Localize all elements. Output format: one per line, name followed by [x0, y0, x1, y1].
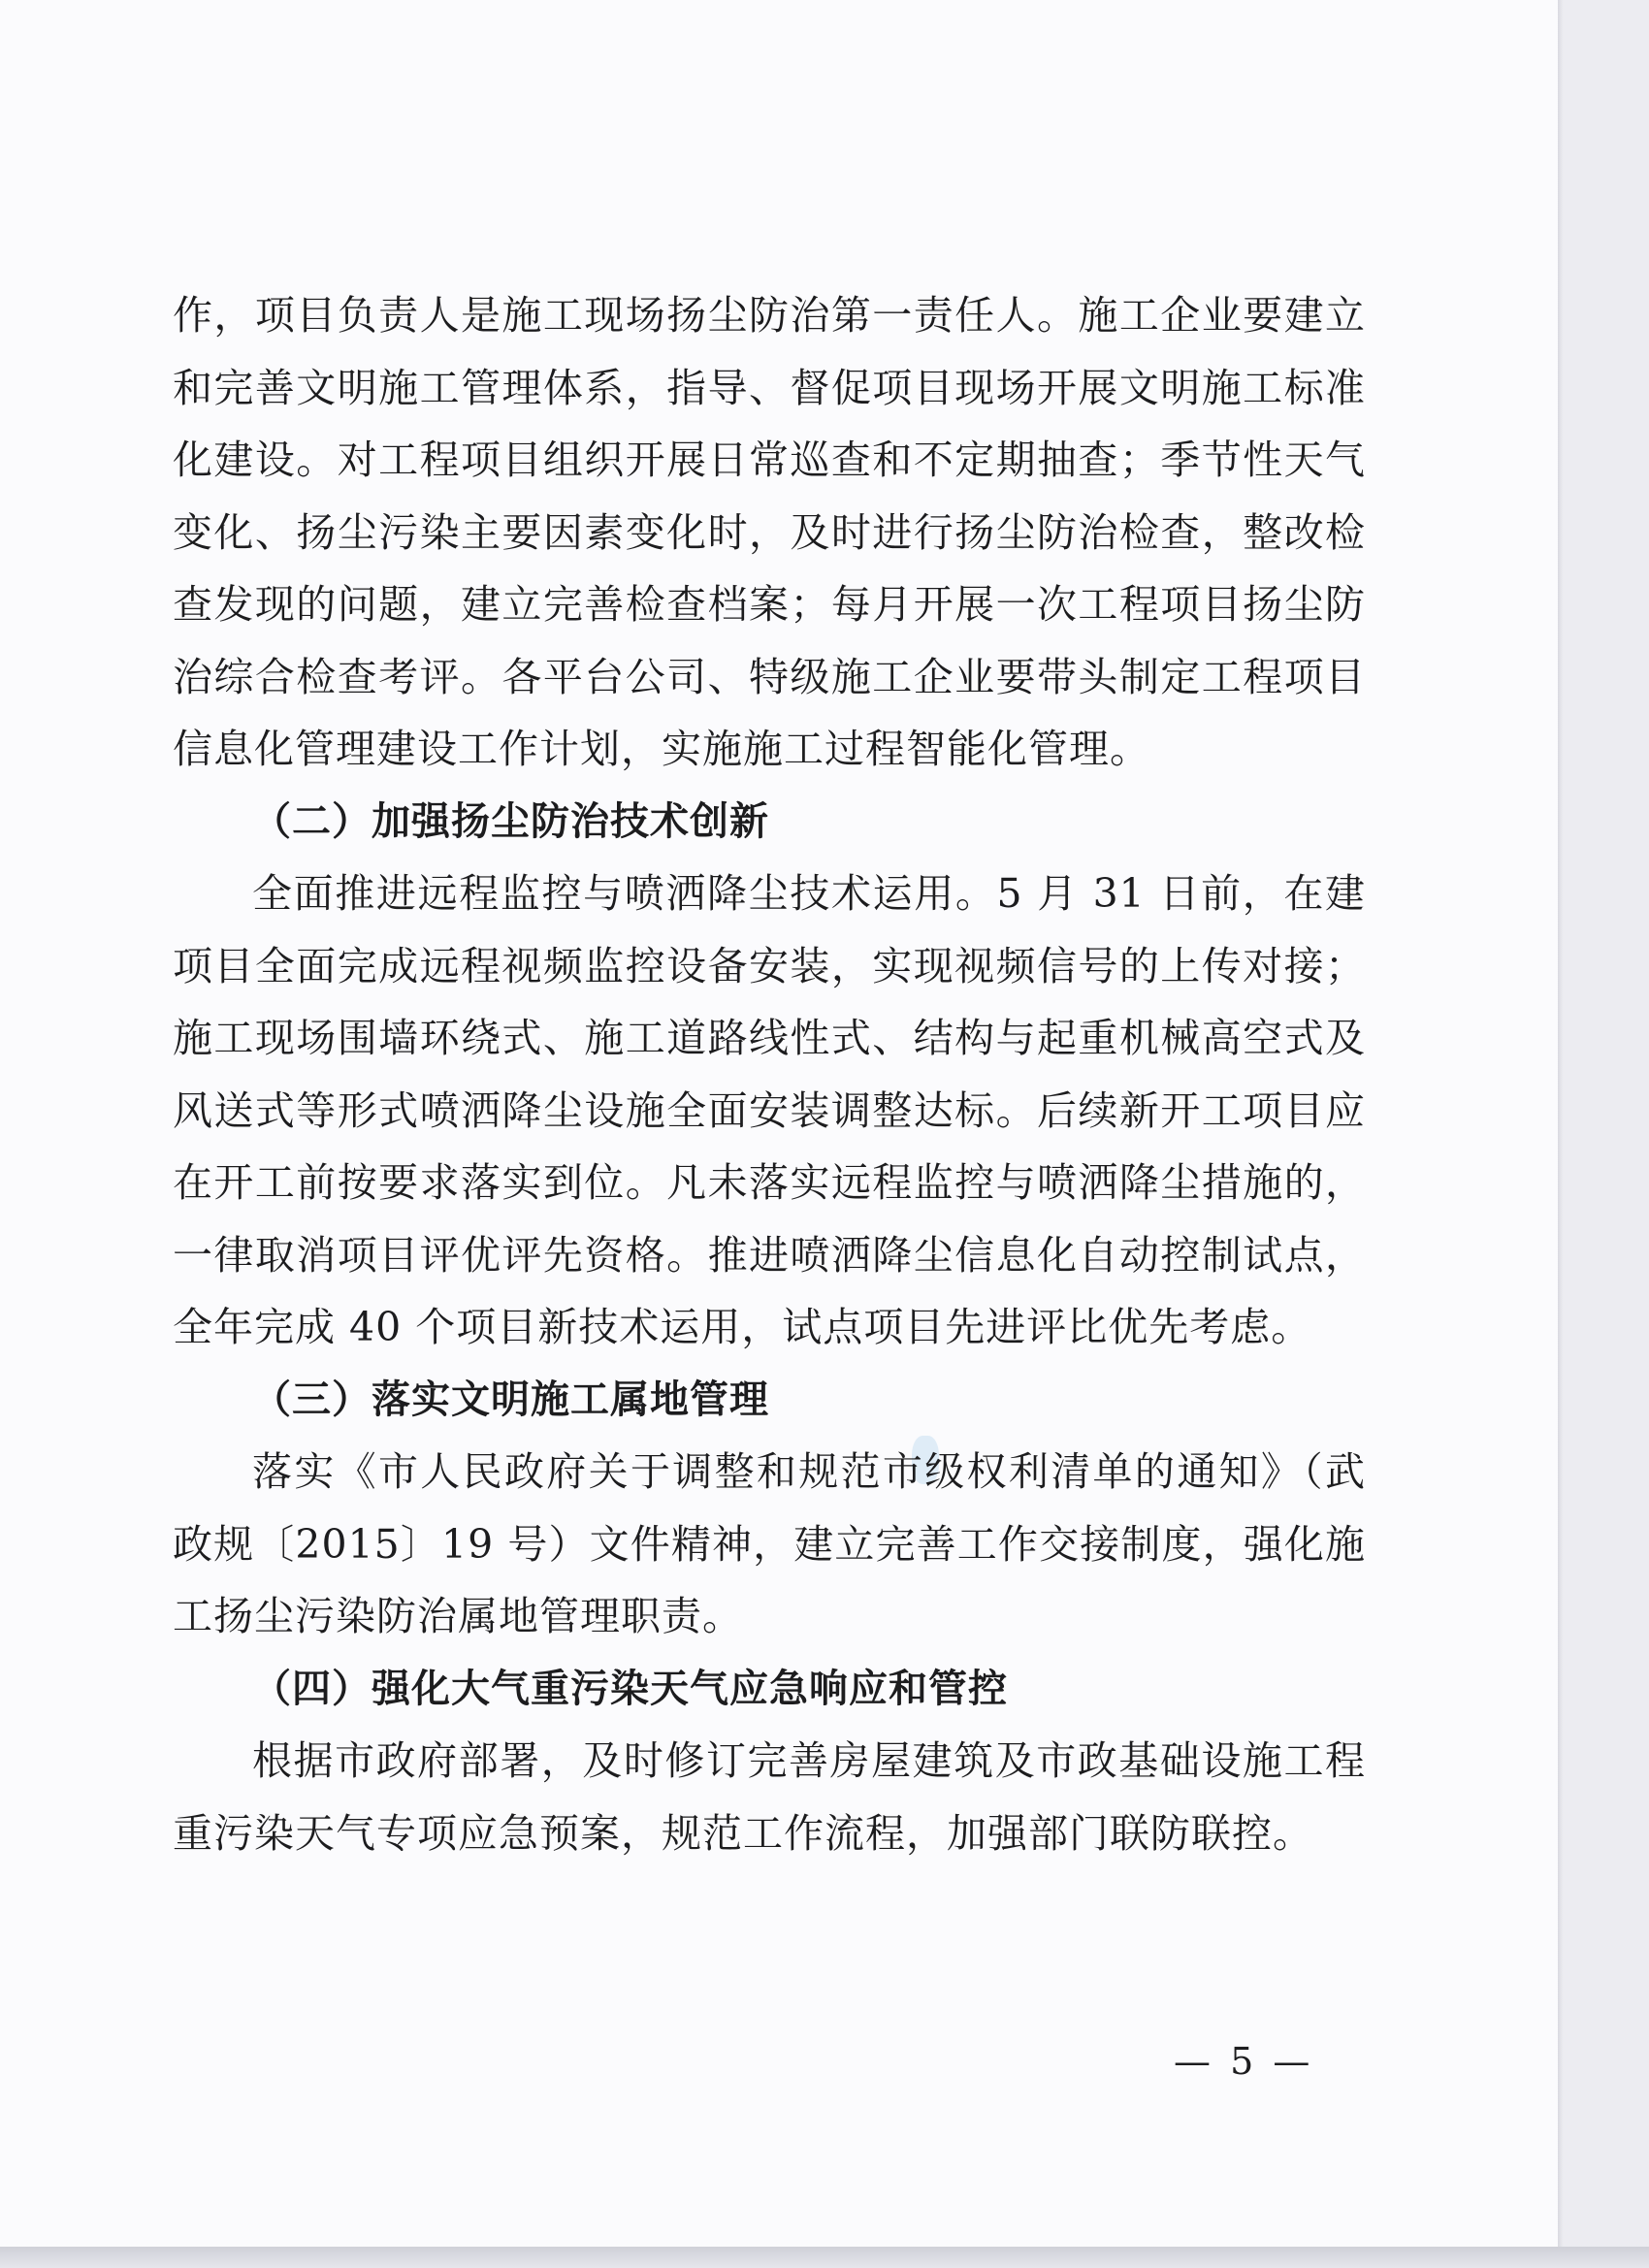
paragraph-tech-innovation: 全面推进远程监控与喷洒降尘技术运用。5 月 31 日前，在建项目全面完成远程视频监控设备安装，实现视频信号的上传对接；施工现场围墙环绕式、施工道路线性式、结构与起重机械高空式及风送式等形式喷洒降尘设施全面安装调整达标。后续新开工项目应在开工前按要求落实到位。凡未落实远程监控与喷洒降尘措施的，一律取消项目评优评先资格。推进喷洒降尘信息化自动控制试点，全年完成 40 个项目新技术运用，试点项目先进评比优先考虑。	[173, 870, 1366, 1350]
scanner-bottom-edge	[0, 2247, 1649, 2268]
page-edge-shadow	[1558, 0, 1564, 2249]
section-heading-4: （四）强化大气重污染天气应急响应和管控	[252, 1666, 1008, 1711]
paragraph-territorial-management: 落实《市人民政府关于调整和规范市级权利清单的通知》（武政规〔2015〕19 号）文件精神，建立完善工作交接制度，强化施工扬尘污染防治属地管理职责。	[173, 1448, 1366, 1639]
page-number: — 5 —	[1174, 2040, 1314, 2083]
paragraph-responsibility: 作，项目负责人是施工现场扬尘防治第一责任人。施工企业要建立和完善文明施工管理体系，指导、督促项目现场开展文明施工标准化建设。对工程项目组织开展日常巡查和不定期抽查；季节性天气变化、扬尘污染主要因素变化时，及时进行扬尘防治检查，整改检查发现的问题，建立完善检查档案；每月开展一次工程项目扬尘防治综合检查考评。各平台公司、特级施工企业要带头制定工程项目信息化管理建设工作计划，实施施工过程智能化管理。	[173, 292, 1366, 772]
document-body	[173, 279, 1366, 1869]
section-heading-3: （三）落实文明施工属地管理	[252, 1377, 769, 1422]
paragraph-emergency-response: 根据市政府部署，及时修订完善房屋建筑及市政基础设施工程重污染天气专项应急预案，规范工作流程，加强部门联防联控。	[173, 1737, 1366, 1857]
section-heading-2: （二）加强扬尘防治技术创新	[252, 798, 769, 844]
